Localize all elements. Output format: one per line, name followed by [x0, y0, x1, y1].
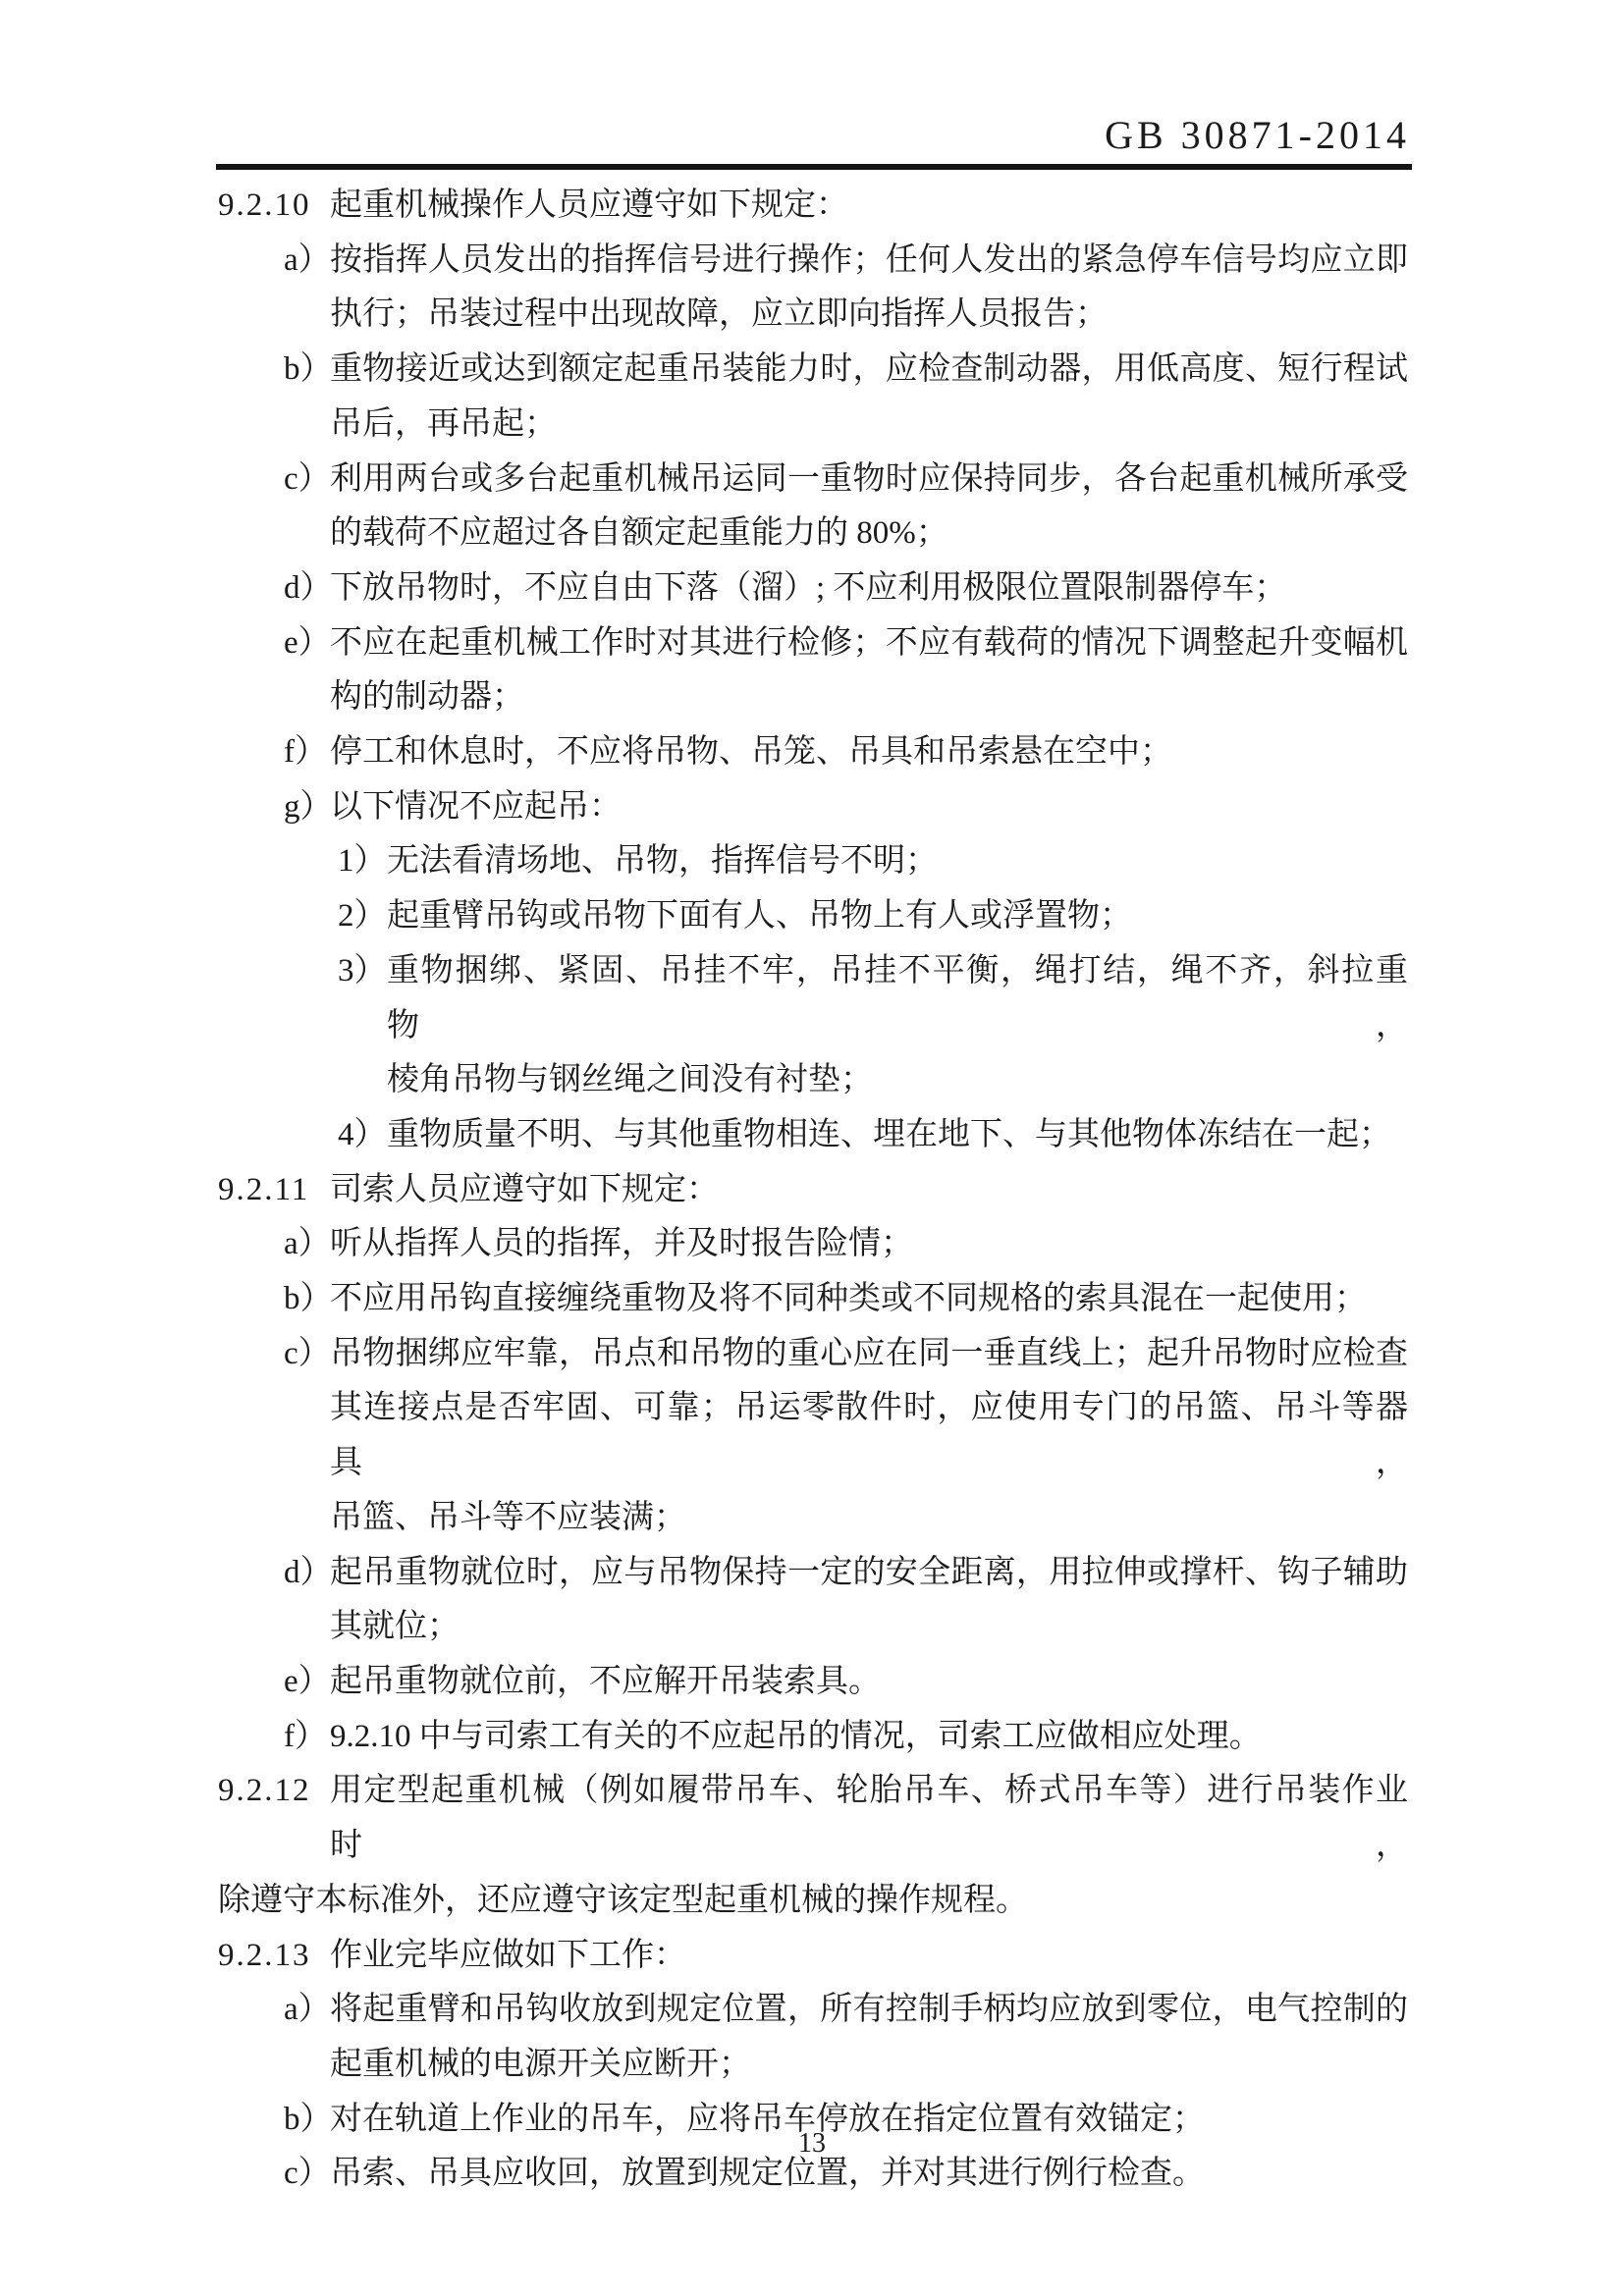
line-text: 以下情况不应起吊：: [330, 788, 622, 825]
list-marker: e）: [284, 624, 331, 661]
line-text: 吊物捆绑应牢靠，吊点和吊物的重心应在同一垂直线上；起升吊物时应检查: [330, 1335, 1408, 1371]
list-marker: a）: [284, 241, 331, 278]
text-line: [218, 889, 1408, 944]
text-line: [218, 398, 1408, 453]
line-text: 将起重臂和吊钩收放到规定位置，所有控制手柄均应放到零位，电气控制的: [330, 1992, 1408, 2028]
text-line: [218, 1381, 1408, 1490]
line-text: 9.2.10 中与司索工有关的不应起吊的情况，司索工应做相应处理。: [330, 1718, 1262, 1754]
line-text: 其连接点是否牢固、可靠；吊运零散件时，应使用专门的吊篮、吊斗等器具，: [330, 1390, 1408, 1481]
list-marker: a）: [284, 1992, 331, 2028]
line-text: 重物接近或达到额定起重吊装能力时，应检查制动器，用低高度、短行程试: [330, 351, 1408, 388]
line-text: 重物质量不明、与其他重物相连、埋在地下、与其他物体冻结在一起；: [387, 1116, 1391, 1152]
text-line: [218, 725, 1408, 780]
line-text: 吊索、吊具应收回，放置到规定位置，并对其进行例行检查。: [330, 2156, 1205, 2192]
list-marker: f）: [284, 1718, 327, 1754]
line-text: 起重机械操作人员应遵守如下规定：: [330, 187, 848, 223]
section-heading: [218, 1764, 1408, 1873]
list-marker: a）: [284, 1226, 331, 1262]
text-line: [218, 1053, 1408, 1108]
list-marker: 9.2.13: [218, 1937, 311, 1973]
page-number: 13: [798, 2128, 826, 2159]
list-marker: g）: [284, 788, 333, 825]
line-text: 下放吊物时，不应自由下落（溜）; 不应利用极限位置限制器停车；: [330, 569, 1287, 606]
list-marker: e）: [284, 1663, 331, 1699]
standard-number: GB 30871-2014: [1105, 113, 1410, 157]
line-text: 用定型起重机械（例如履带吊车、轮胎吊车、桥式吊车等）进行吊装作业时，: [330, 1773, 1408, 1864]
line-text: 作业完毕应做如下工作：: [330, 1937, 686, 1973]
line-text: 重物捆绑、紧固、吊挂不牢，吊挂不平衡，绳打结，绳不齐，斜拉重物，: [387, 952, 1408, 1043]
list-marker: 4）: [338, 1116, 387, 1152]
list-marker: 1）: [338, 843, 387, 880]
line-text: 执行；吊装过程中出现故障，应立即向指挥人员报告；: [330, 296, 1108, 333]
list-marker: 2）: [338, 898, 387, 934]
list-marker: d）: [284, 1554, 333, 1590]
text-line: [218, 1710, 1408, 1765]
line-text: 的载荷不应超过各自额定起重能力的 80%；: [330, 515, 948, 552]
line-text: 起重机械的电源开关应断开；: [330, 2046, 751, 2082]
text-line: [218, 1327, 1408, 1382]
list-marker: 9.2.12: [218, 1773, 311, 1809]
header-rule: [216, 164, 1412, 170]
text-line: [218, 1655, 1408, 1710]
text-line: [218, 507, 1408, 561]
line-text: 其就位；: [330, 1609, 460, 1645]
text-line: [218, 670, 1408, 725]
section-heading: [218, 179, 1408, 234]
document-body: [218, 179, 1408, 2202]
text-line: [218, 780, 1408, 835]
text-line: [218, 1491, 1408, 1546]
line-text: 听从指挥人员的指挥，并及时报告险情；: [330, 1226, 913, 1262]
list-marker: d）: [284, 569, 333, 606]
list-marker: b）: [284, 2101, 333, 2137]
line-text: 停工和休息时，不应将吊物、吊笼、吊具和吊索悬在空中；: [330, 734, 1172, 771]
list-marker: b）: [284, 351, 333, 388]
list-marker: f）: [284, 734, 327, 771]
text-line: [218, 343, 1408, 398]
text-line: [218, 1983, 1408, 2038]
line-text: 构的制动器；: [330, 679, 524, 716]
text-line: [218, 944, 1408, 1053]
list-marker: c）: [284, 2156, 331, 2192]
line-text: 按指挥人员发出的指挥信号进行操作；任何人发出的紧急停车信号均应立即: [330, 241, 1408, 278]
list-marker: 9.2.10: [218, 187, 311, 223]
section-heading: [218, 1929, 1408, 1984]
text-line: [218, 1108, 1408, 1163]
list-marker: c）: [284, 1335, 331, 1371]
line-text: 起重臂吊钩或吊物下面有人、吊物上有人或浮置物；: [387, 898, 1132, 934]
text-line: [218, 234, 1408, 289]
text-line: [218, 1272, 1408, 1327]
list-marker: 9.2.11: [218, 1171, 310, 1207]
line-text: 不应用吊钩直接缠绕重物及将不同种类或不同规格的索具混在一起使用；: [330, 1281, 1367, 1317]
line-text: 吊篮、吊斗等不应装满；: [330, 1499, 686, 1535]
text-line: [218, 1600, 1408, 1655]
text-line: [218, 1217, 1408, 1272]
text-line: [218, 1546, 1408, 1601]
text-line: [218, 616, 1408, 671]
line-text: 司索人员应遵守如下规定：: [330, 1171, 719, 1207]
text-line: [218, 2038, 1408, 2093]
line-text: 吊后，再吊起；: [330, 405, 557, 442]
line-text: 对在轨道上作业的吊车，应将吊车停放在指定位置有效锚定；: [330, 2101, 1205, 2137]
line-text: 利用两台或多台起重机械吊运同一重物时应保持同步，各台起重机械所承受: [330, 460, 1408, 497]
line-text: 起吊重物就位时，应与吊物保持一定的安全距离，用拉伸或撑杆、钩子辅助: [330, 1554, 1408, 1590]
line-text: 除遵守本标准外，还应遵守该定型起重机械的操作规程。: [218, 1882, 1028, 1918]
line-text: 无法看清场地、吊物，指挥信号不明；: [387, 843, 938, 880]
line-text: 起吊重物就位前，不应解开吊装索具。: [330, 1663, 881, 1699]
list-marker: b）: [284, 1281, 333, 1317]
text-line: [218, 561, 1408, 616]
section-heading: [218, 1163, 1408, 1218]
text-line: [218, 834, 1408, 889]
line-text: 棱角吊物与钢丝绳之间没有衬垫；: [387, 1062, 873, 1098]
text-line: [218, 1874, 1408, 1929]
list-marker: 3）: [338, 952, 387, 988]
text-line: [218, 288, 1408, 343]
line-text: 不应在起重机械工作时对其进行检修；不应有载荷的情况下调整起升变幅机: [330, 624, 1408, 661]
list-marker: c）: [284, 460, 331, 497]
text-line: [218, 453, 1408, 507]
